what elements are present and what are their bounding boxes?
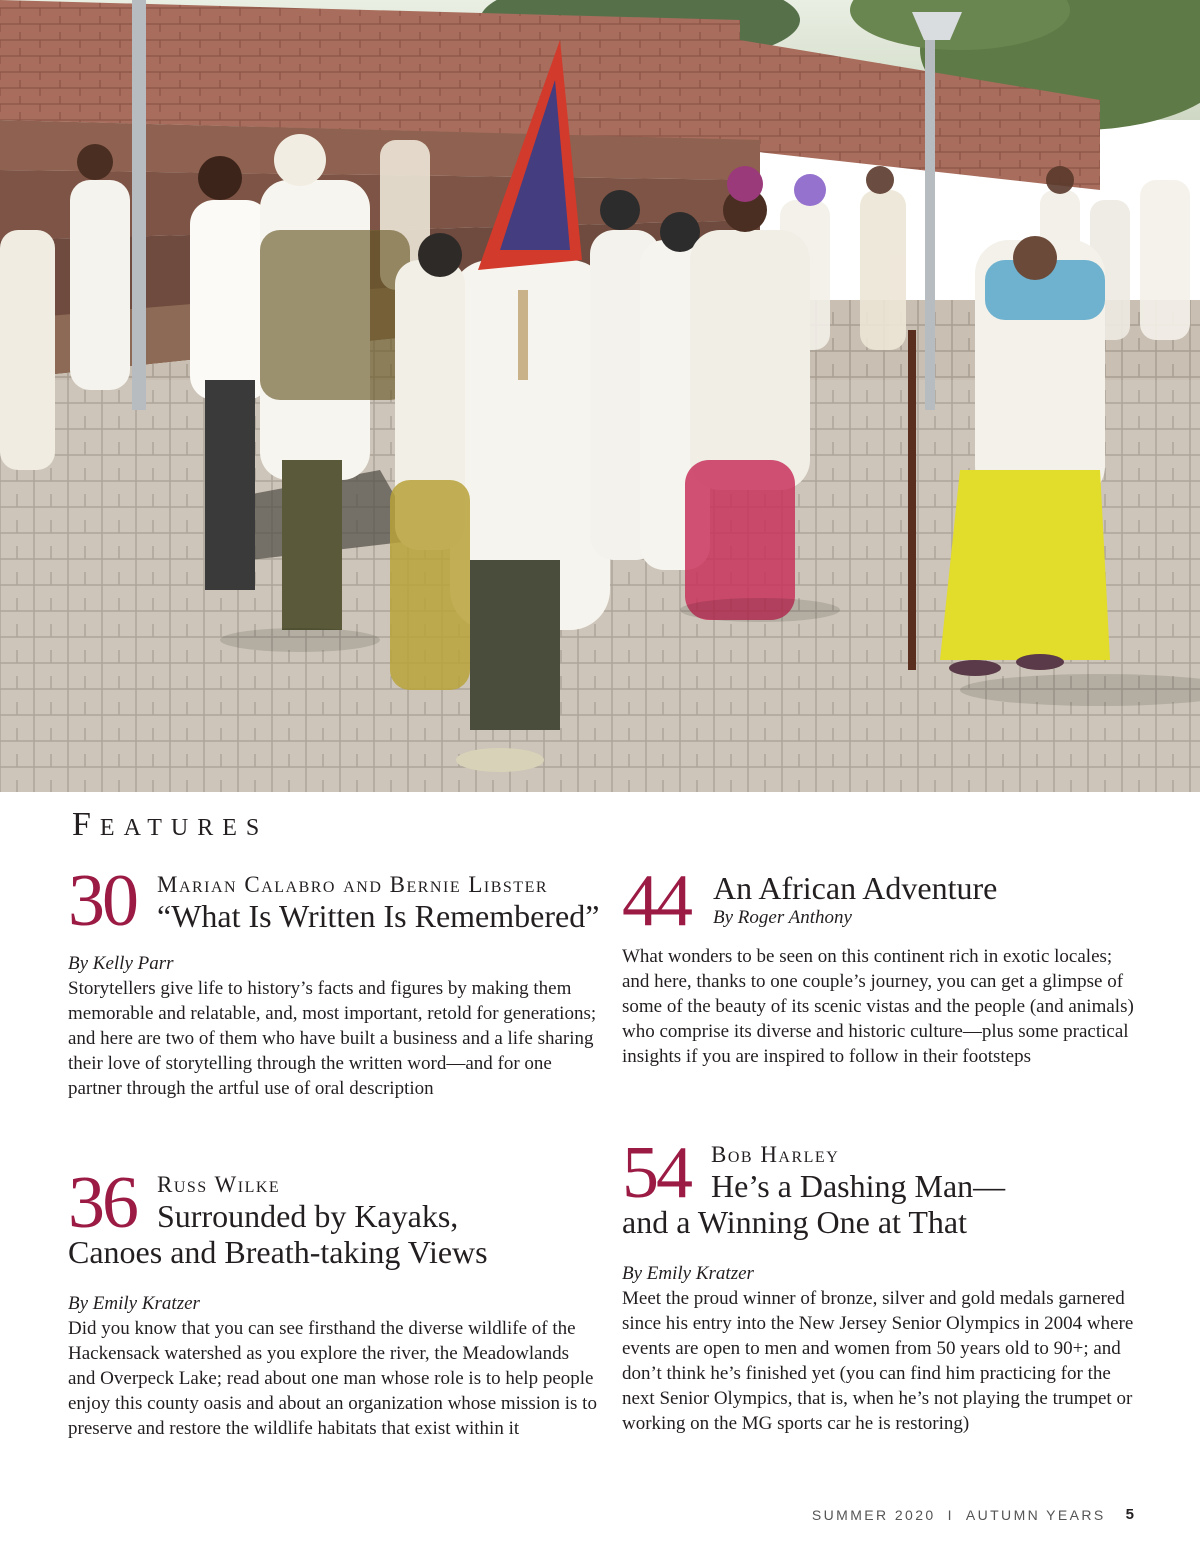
issue-label: SUMMER 2020 xyxy=(811,1506,936,1523)
feature-54[interactable] xyxy=(622,1132,1142,1436)
page-number-ref: 44 xyxy=(622,860,690,942)
footer-separator: I xyxy=(947,1506,954,1523)
feature-byline: By Emily Kratzer xyxy=(68,1293,200,1314)
feature-header xyxy=(622,860,1142,942)
feature-byline: By Kelly Parr xyxy=(68,953,174,974)
feature-header xyxy=(622,1132,1142,1248)
feature-44[interactable] xyxy=(622,860,1142,1069)
feature-subject: Russ Wilke xyxy=(157,1172,281,1197)
page-footer xyxy=(812,1506,1134,1523)
feature-30[interactable] xyxy=(68,860,600,1101)
feature-byline: By Emily Kratzer xyxy=(622,1263,754,1284)
feature-header xyxy=(68,1162,598,1278)
feature-title-line-1[interactable]: Surrounded by Kayaks, xyxy=(157,1198,459,1234)
feature-title[interactable]: “What Is Written Is Remembered” xyxy=(157,898,600,934)
feature-subject: Bob Harley xyxy=(711,1142,840,1167)
feature-header xyxy=(68,860,600,944)
feature-description: Did you know that you can see firsthand the diverse wildlife of the Hackensack watershed as you explore the river, the Meadowlands and Overpeck Lake; read about one man whose role is to help people enjoy this county oasis and about an organization whose mission is to preserve and restore the wildlife habitats that exist within it xyxy=(68,1318,597,1439)
publication-name: AUTUMN YEARS xyxy=(965,1506,1106,1523)
feature-title-line-1[interactable]: He’s a Dashing Man— xyxy=(711,1168,1006,1204)
features-heading: Features xyxy=(72,806,269,843)
feature-36[interactable] xyxy=(68,1162,598,1441)
feature-byline: By Roger Anthony xyxy=(713,907,852,928)
feature-subject: Marian Calabro and Bernie Libster xyxy=(157,872,549,897)
page-number-ref: 54 xyxy=(622,1132,690,1214)
page-number-ref: 30 xyxy=(68,860,136,942)
page-number-ref: 36 xyxy=(68,1162,136,1244)
feature-title-line-2[interactable]: and a Winning One at That xyxy=(622,1204,967,1240)
feature-description: What wonders to be seen on this continent rich in exotic locales; and here, thanks to one couple’s journey, you can get a glimpse of some of the beauty of its scenic vistas and the people (and animals) who comprise its diverse and historic culture—plus some practical insights if you are inspired to follow in their footsteps xyxy=(622,946,1134,1067)
feature-title[interactable]: An African Adventure xyxy=(713,870,998,906)
page-number: 5 xyxy=(1125,1506,1134,1523)
feature-title-line-2[interactable]: Canoes and Breath-taking Views xyxy=(68,1234,488,1270)
feature-description: Storytellers give life to history’s facts and figures by making them memorable and relatable, and, most important, retold for generations; and here are two of them who have built a business and a life sharing their love of storytelling through the written word—and for one partner through the artful use of oral description xyxy=(68,978,597,1099)
feature-description: Meet the proud winner of bronze, silver and gold medals garnered since his entry into the New Jersey Senior Olympics in 2004 where events are open to men and women from 50 years old to 90+; and don’t think he’s finished yet (you can find him practicing for the next Senior Olympics, that is, when he’s not playing the trumpet or working on the MG sports car he is restoring) xyxy=(622,1288,1134,1434)
